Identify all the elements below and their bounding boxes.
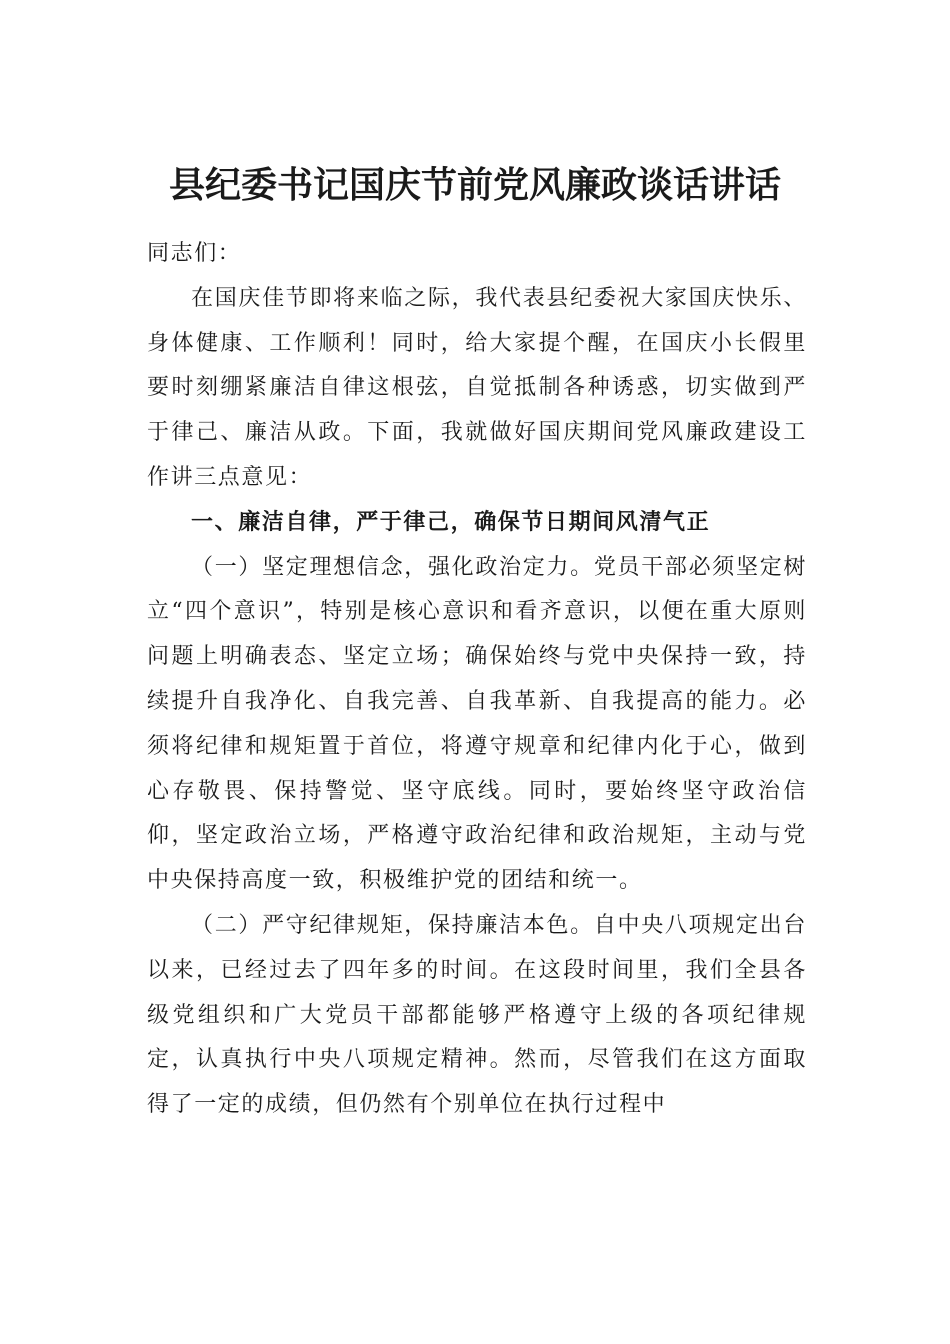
document-body xyxy=(147,232,807,1128)
subsection-text-2: 自中央八项规定出台以来，已经过去了四年多的时间。在这段时间里，我们全县各级党组织和广大党员干部都能够严格遵守上级的各项纪律规定，认真执行中央八项规定精神。然而，尽管我们在这方面取得了一定的成绩，但仍然有个别单位在执行过程中 xyxy=(147,912,807,1118)
subsection-paragraph-1 xyxy=(147,546,807,904)
section-heading-1: 一、廉洁自律，严于律己，确保节日期间风清气正 xyxy=(191,509,711,535)
subsection-text-1: 党员干部必须坚定树立“四个意识”，特别是核心意识和看齐意识，以便在重大原则问题上明确表态、坚定立场；确保始终与党中央保持一致，持续提升自我净化、自我完善、自我革新、自我提高的能力。必须将纪律和规矩置于首位，将遵守规章和纪律内化于心，做到心存敬畏、保持警觉、坚守底线。同时，要始终坚守政治信仰，坚定政治立场，严格遵守政治纪律和政治规矩，主动与党中央保持高度一致，积极维护党的团结和统一。 xyxy=(147,554,807,894)
subsection-heading-2: （二）严守纪律规矩，保持廉洁本色。 xyxy=(191,912,594,938)
intro-paragraph: 在国庆佳节即将来临之际，我代表县纪委祝大家国庆快乐、身体健康、工作顺利！同时，给大家提个醒，在国庆小长假里要时刻绷紧廉洁自律这根弦，自觉抵制各种诱惑，切实做到严于律己、廉洁从政。下面，我就做好国庆期间党风廉政建设工作讲三点意见： xyxy=(147,285,807,490)
subsection-paragraph-2 xyxy=(147,904,807,1128)
document-title: 县纪委书记国庆节前党风廉政谈话讲话 xyxy=(168,164,781,206)
salutation: 同志们： xyxy=(147,241,242,266)
subsection-heading-1: （一）坚定理想信念，强化政治定力。 xyxy=(191,554,594,580)
